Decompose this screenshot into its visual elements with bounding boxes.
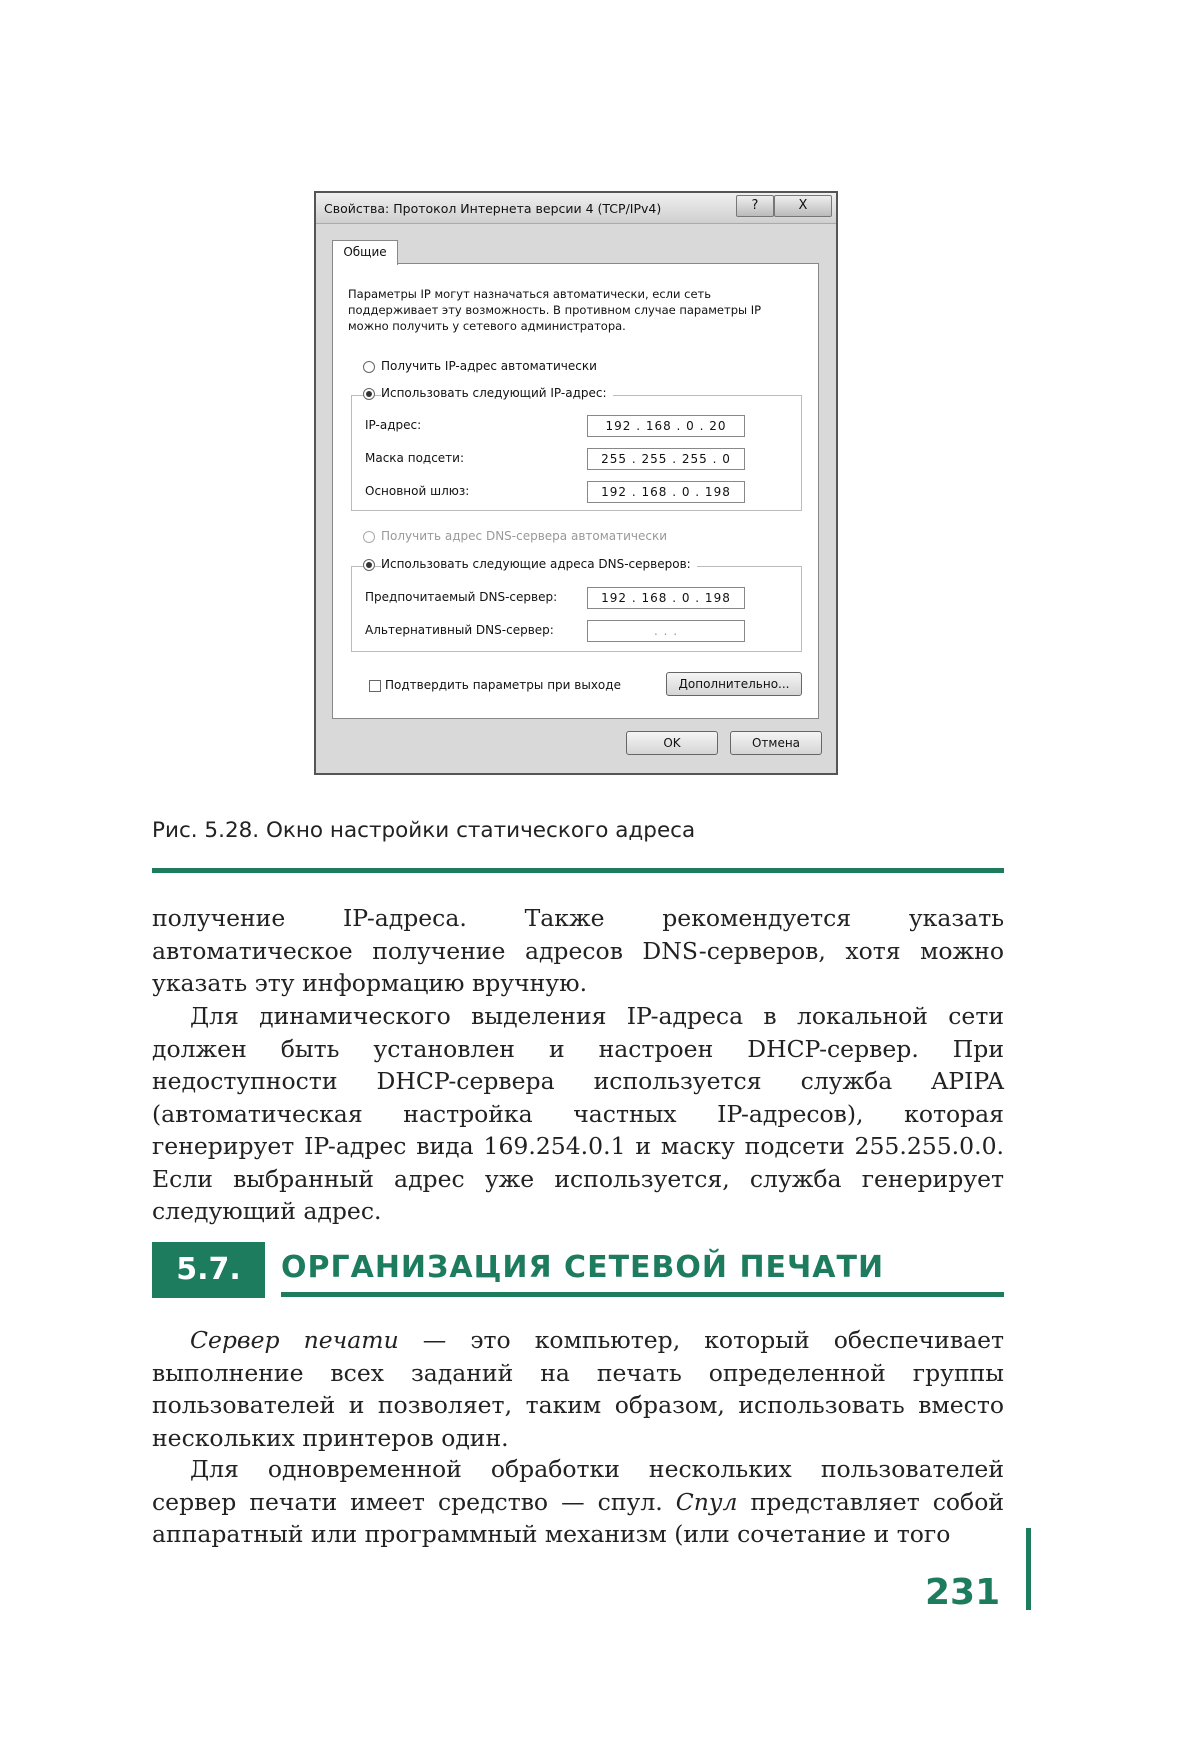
preferred-dns-field[interactable]: 192 . 168 . 0 . 198	[587, 587, 745, 609]
ok-button[interactable]: OK	[626, 731, 718, 755]
tcpip-properties-dialog	[314, 191, 838, 775]
paragraph-3	[152, 1324, 1004, 1454]
paragraph-3-text: — это компьютер, который обеспечивает выполнение всех заданий на печать определенной группы пользователей и позволяет, таким образом, использовать вместо нескольких принтеров один.	[152, 1326, 1004, 1452]
radio-auto-ip-label: Получить IP-адрес автоматически	[381, 359, 597, 373]
preferred-dns-label: Предпочитаемый DNS-сервер:	[365, 590, 558, 604]
subnet-mask-label: Маска подсети:	[365, 451, 465, 465]
paragraph-4	[152, 1453, 1004, 1551]
radio-auto-dns-label: Получить адрес DNS-сервера автоматически	[381, 529, 668, 543]
figure-caption: Рис. 5.28. Окно настройки статического адреса	[152, 818, 696, 843]
dialog-title: Свойства: Протокол Интернета версии 4 (TCP/IPv4)	[324, 201, 662, 216]
term-spool: Спул	[675, 1487, 738, 1516]
gateway-field[interactable]: 192 . 168 . 0 . 198	[587, 481, 745, 503]
advanced-button[interactable]: Дополнительно...	[666, 672, 802, 696]
page-number-bar	[1026, 1528, 1031, 1610]
cancel-button[interactable]: Отмена	[730, 731, 822, 755]
radio-auto-dns[interactable]	[363, 531, 375, 543]
radio-manual-ip[interactable]	[363, 388, 375, 400]
subnet-mask-field[interactable]: 255 . 255 . 255 . 0	[587, 448, 745, 470]
general-panel	[332, 263, 819, 719]
paragraph-4-text-start: Для одновременной обработки нескольких пользователей сервер печати имеет средство — спул.	[152, 1455, 1004, 1516]
radio-manual-dns-label: Использовать следующие адреса DNS-серверов:	[381, 557, 697, 571]
ip-description: Параметры IP могут назначаться автоматически, если сеть поддерживает эту возможность. В противном случае параметры IP можно получить у сетевого администратора.	[348, 287, 762, 333]
radio-manual-ip-label: Использовать следующий IP-адрес:	[381, 386, 613, 400]
ip-address-field[interactable]: 192 . 168 . 0 . 20	[587, 415, 745, 437]
tab-general[interactable]: Общие	[332, 240, 398, 265]
radio-manual-dns[interactable]	[363, 559, 375, 571]
paragraph-2: Для динамического выделения IP-адреса в локальной сети должен быть установлен и настроен DHCP-сервер. При недоступности DHCP-сервера используется служба APIPA (автоматическая настройка частных IP-адресов), которая генерирует IP-адрес вида 169.254.0.1 и маску подсети 255.255.0.0. Если выбранный адрес уже используется, служба генерирует следующий адрес.	[152, 1002, 1004, 1225]
validate-checkbox-label: Подтвердить параметры при выходе	[385, 678, 621, 692]
help-button[interactable]: ?	[736, 195, 774, 217]
validate-checkbox[interactable]	[369, 680, 381, 692]
paragraph-1: получение IP-адреса. Также рекомендуется указать автоматическое получение адресов DNS-серверов, хотя можно указать эту информацию вручную.	[152, 904, 1004, 997]
page-number: 231	[925, 1572, 1001, 1613]
section-number: 5.7.	[152, 1242, 265, 1298]
section-title: ОРГАНИЗАЦИЯ СЕТЕВОЙ ПЕЧАТИ	[281, 1250, 885, 1285]
gateway-label: Основной шлюз:	[365, 484, 470, 498]
paragraph-4-text-rest: представляет собой аппаратный или программный механизм (или сочетание и того	[152, 1487, 1005, 1548]
close-button[interactable]: X	[774, 195, 832, 217]
alternate-dns-field[interactable]: . . .	[587, 620, 745, 642]
radio-auto-ip[interactable]	[363, 361, 375, 373]
caption-rule	[152, 868, 1004, 873]
term-print-server: Сервер печати	[190, 1326, 399, 1354]
section-title-rule	[281, 1292, 1004, 1297]
dialog-titlebar	[316, 193, 836, 224]
ip-address-label: IP-адрес:	[365, 418, 422, 432]
alternate-dns-label: Альтернативный DNS-сервер:	[365, 623, 554, 637]
